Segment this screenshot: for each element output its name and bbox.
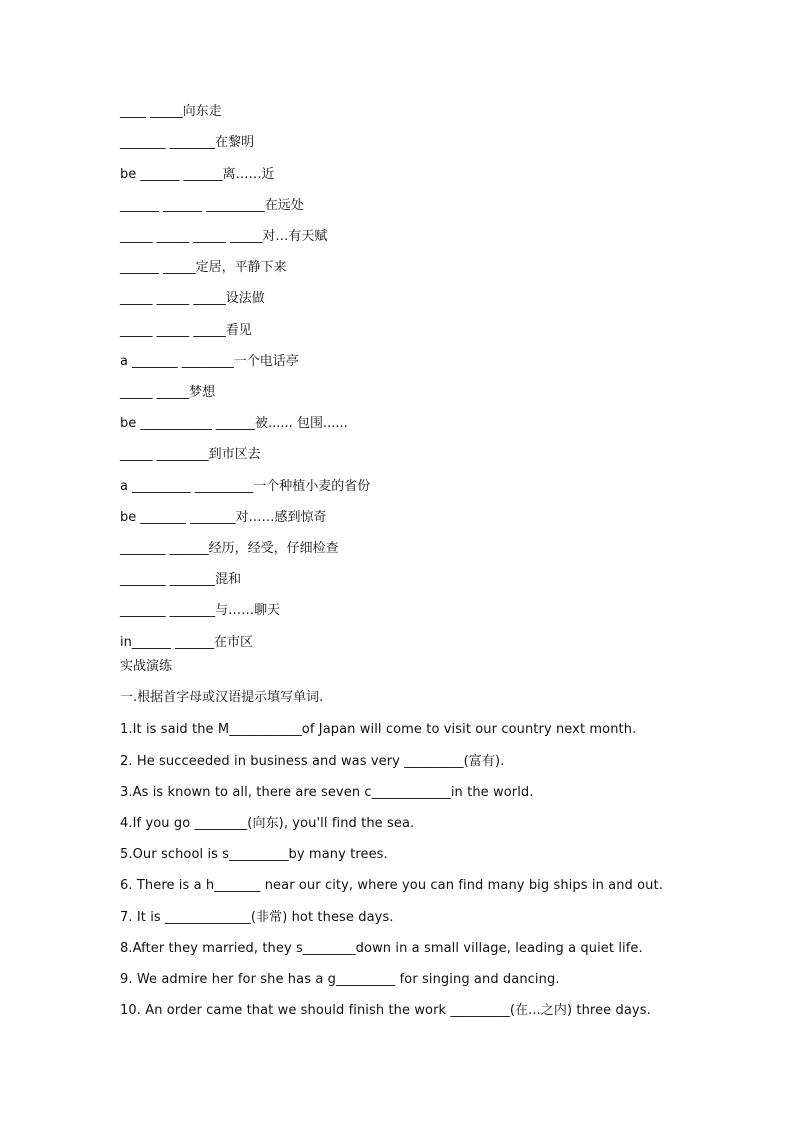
section-title: 实战演练 <box>120 659 173 674</box>
phrase-line: _______ _______与……聊天 <box>120 603 281 618</box>
exercise-item: 7. It is _____________(非常) hot these days. <box>120 910 394 925</box>
exercise-item: 5.Our school is s_________by many trees. <box>120 847 388 862</box>
phrase-line: ______ _____定居，平静下来 <box>120 260 287 275</box>
phrase-line: ______ ______ _________在远处 <box>120 198 304 213</box>
phrase-line: _____ _____ _____ _____对…有天赋 <box>120 229 328 244</box>
exercise-item: 9. We admire her for she has a g_________ for singing and dancing. <box>120 972 560 987</box>
phrase-line: _______ _______在黎明 <box>120 135 255 150</box>
phrase-line: a _________ _________一个种植小麦的省份 <box>120 479 371 494</box>
phrase-line: _______ ______经历，经受，仔细检查 <box>120 541 339 556</box>
exercise-item: 2. He succeeded in business and was very _________(富有). <box>120 754 505 769</box>
phrase-line: be _______ _______对……感到惊奇 <box>120 510 327 525</box>
phrase-line: a _______ ________一个电话亭 <box>120 354 299 369</box>
phrase-line: _______ _______混和 <box>120 572 242 587</box>
exercise-item: 3.As is known to all, there are seven c____________in the world. <box>120 785 534 800</box>
exercise-item: 10. An order came that we should finish the work _________(在...之内) three days. <box>120 1003 651 1018</box>
phrase-line: in______ ______在市区 <box>120 635 253 650</box>
phrase-line: be ___________ ______被...... 包围...... <box>120 416 348 431</box>
exercise-item: 8.After they married, they s________down in a small village, leading a quiet life. <box>120 941 643 956</box>
phrase-line: ____ _____向东走 <box>120 104 222 119</box>
phrase-line: _____ _____ _____设法做 <box>120 291 265 306</box>
phrase-line: _____ ________到市区去 <box>120 447 261 462</box>
exercise-item: 4.If you go ________(向东), you'll find the sea. <box>120 816 415 831</box>
phrase-line: _____ _____梦想 <box>120 385 216 400</box>
phrase-line: _____ _____ _____看见 <box>120 323 252 338</box>
part-title: 一.根据首字母或汉语提示填写单词. <box>120 690 324 705</box>
exercise-item: 6. There is a h_______ near our city, where you can find many big ships in and out. <box>120 878 663 893</box>
exercise-item: 1.It is said the M___________of Japan will come to visit our country next month. <box>120 722 637 737</box>
phrase-line: be ______ ______离……近 <box>120 167 275 182</box>
